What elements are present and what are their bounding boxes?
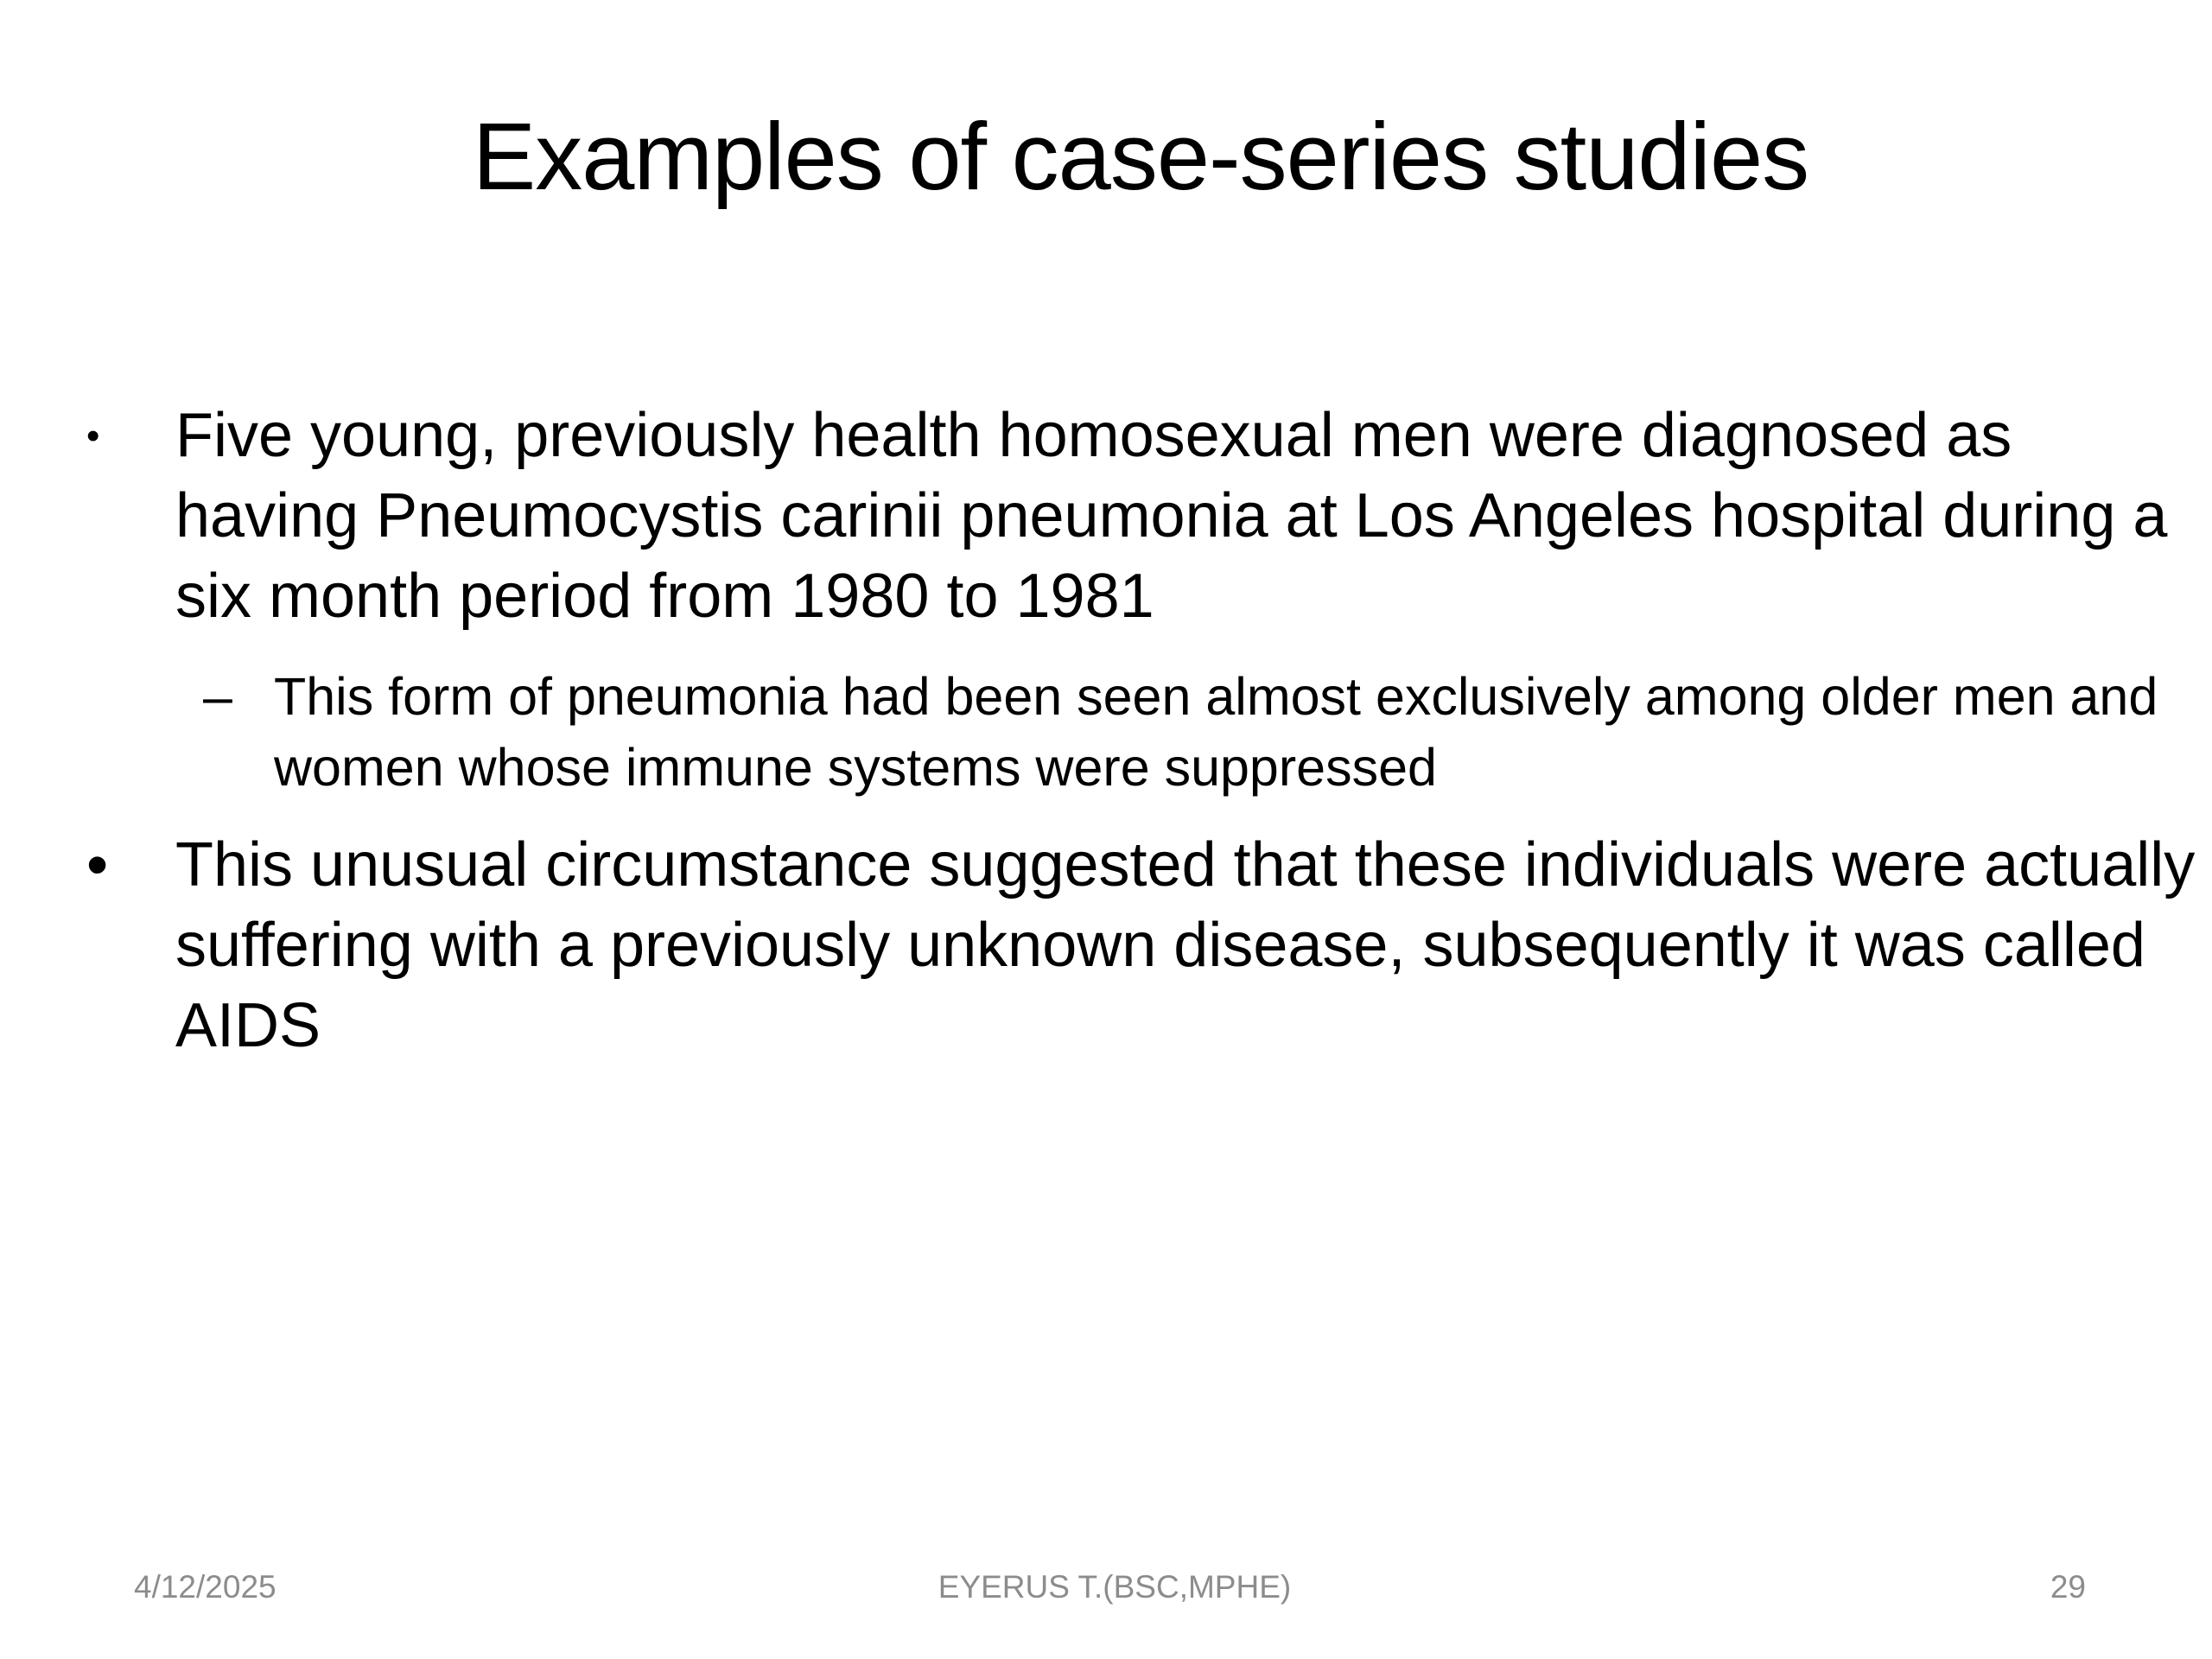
sub-bullet-marker: – [203,667,232,726]
sub-bullet-item-1 [86,661,2203,803]
bullet-item-1 [86,396,2203,637]
slide-title: Examples of case-series studies [472,104,1809,210]
footer-page-number: 29 [2050,1569,2086,1605]
bullet-text: Five young, previously health homosexual men were diagnosed as having Pneumocystis carinii pneumonia at Los Angeles hospital during a six month period from 1980 to 1981 [175,401,2168,631]
slide-body [86,396,2203,1066]
footer-author: EYERUS T.(BSC,MPHE) [938,1569,1292,1605]
bullet-marker: • [86,415,100,457]
sub-bullet-text: This form of pneumonia had been seen almost exclusively among older men and women whose immune systems were suppressed [274,667,2158,797]
footer-date: 4/12/2025 [134,1569,276,1605]
bullet-item-2 [86,825,2203,1066]
bullet-marker: • [86,830,109,899]
bullet-text: This unusual circumstance suggested that these individuals were actually suffering with a previously unknown disease, subsequently it was called AIDS [175,830,2196,1060]
